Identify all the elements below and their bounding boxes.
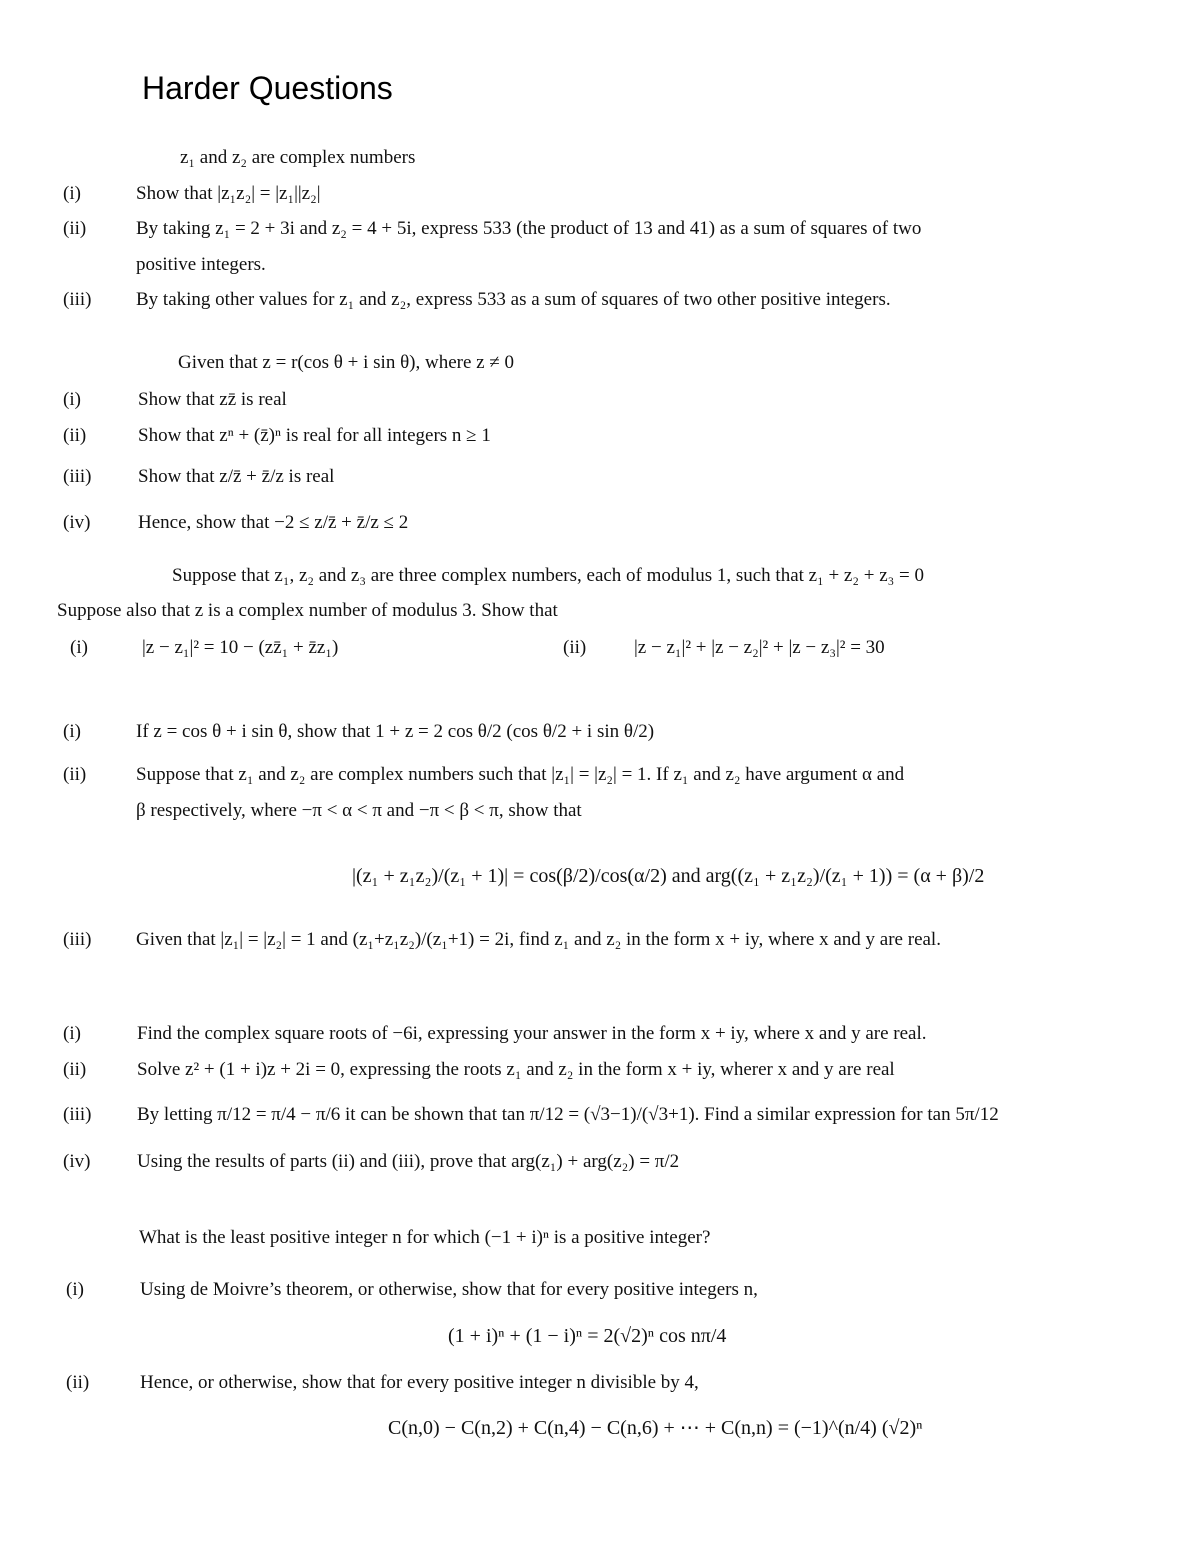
q6-intro: What is the least positive integer n for which (−1 + i)ⁿ is a positive integer? [139, 1227, 711, 1248]
q2-part-number: (iii) [63, 466, 92, 487]
q3-intro-continued: Suppose also that z is a complex number of modulus 3. Show that [57, 600, 558, 621]
q2-part-text: Show that z/z̄ + z̄/z is real [138, 466, 335, 487]
q5-part-number: (i) [63, 1023, 81, 1044]
q4-part-text: Given that |z₁| = |z₂| = 1 and (z₁+z₁z₂)/(z₁+1) = 2i, find z₁ and z₂ in the form x + iy, where x and y are real. [136, 929, 941, 950]
q1-part-text: Show that |z₁z₂| = |z₁||z₂| [136, 183, 321, 204]
q5-part-number: (iii) [63, 1104, 92, 1125]
q1-part-text-continued: positive integers. [136, 254, 266, 275]
q1-part-number: (i) [63, 183, 81, 204]
q5-part-text: By letting π/12 = π/4 − π/6 it can be shown that tan π/12 = (√3−1)/(√3+1). Find a similar expression for tan 5π/12 [137, 1104, 999, 1125]
q3-intro: Suppose that z₁, z₂ and z₃ are three complex numbers, each of modulus 1, such that z₁ + z₂ + z₃ = 0 [172, 565, 924, 586]
q2-part-number: (i) [63, 389, 81, 410]
q2-part-number: (iv) [63, 512, 91, 533]
q4-part-text-continued: β respectively, where −π < α < π and −π < β < π, show that [136, 800, 582, 821]
q2-part-text: Show that zz̄ is real [138, 389, 287, 410]
q6-display-equation: C(n,0) − C(n,2) + C(n,4) − C(n,6) + ⋯ + C(n,n) = (−1)^(n/4) (√2)ⁿ [388, 1417, 923, 1439]
q2-intro: Given that z = r(cos θ + i sin θ), where z ≠ 0 [178, 352, 515, 373]
q1-part-text: By taking z₁ = 2 + 3i and z₂ = 4 + 5i, express 533 (the product of 13 and 41) as a sum of squares of two [136, 218, 922, 239]
q3-part-number: (ii) [563, 637, 587, 658]
q4-part-text: Suppose that z₁ and z₂ are complex numbers such that |z₁| = |z₂| = 1. If z₁ and z₂ have argument α and [136, 764, 905, 785]
q5-part-text: Using the results of parts (ii) and (iii), prove that arg(z₁) + arg(z₂) = π/2 [137, 1151, 680, 1172]
page-title: Harder Questions [142, 70, 393, 106]
q3-part-text: |z − z₁|² = 10 − (zz̄₁ + z̄z₁) [142, 637, 339, 658]
q1-part-number: (ii) [63, 218, 87, 239]
q6-part-text: Using de Moivre’s theorem, or otherwise, show that for every positive integers n, [140, 1279, 758, 1300]
q1-part-number: (iii) [63, 289, 92, 310]
q5-part-number: (ii) [63, 1059, 87, 1080]
q2-part-text: Hence, show that −2 ≤ z/z̄ + z̄/z ≤ 2 [138, 512, 409, 533]
q1-intro: z₁ and z₂ are complex numbers [180, 147, 416, 168]
q5-part-text: Solve z² + (1 + i)z + 2i = 0, expressing the roots z₁ and z₂ in the form x + iy, wherer x and y are real [137, 1059, 895, 1080]
q4-display-equation: |(z₁ + z₁z₂)/(z₁ + 1)| = cos(β/2)/cos(α/2) and arg((z₁ + z₁z₂)/(z₁ + 1)) = (α + β)/2 [352, 865, 985, 887]
q4-part-text: If z = cos θ + i sin θ, show that 1 + z = 2 cos θ/2 (cos θ/2 + i sin θ/2) [136, 721, 655, 742]
q2-part-number: (ii) [63, 425, 87, 446]
q6-part-number: (i) [66, 1279, 84, 1300]
q5-part-number: (iv) [63, 1151, 91, 1172]
q1-part-text: By taking other values for z₁ and z₂, express 533 as a sum of squares of two other positive integers. [136, 289, 891, 310]
q3-part-text: |z − z₁|² + |z − z₂|² + |z − z₃|² = 30 [634, 637, 885, 658]
q6-display-equation: (1 + i)ⁿ + (1 − i)ⁿ = 2(√2)ⁿ cos nπ/4 [448, 1325, 727, 1347]
q4-part-number: (i) [63, 721, 81, 742]
q4-part-number: (iii) [63, 929, 92, 950]
q6-part-text: Hence, or otherwise, show that for every positive integer n divisible by 4, [140, 1372, 699, 1393]
q4-part-number: (ii) [63, 764, 87, 785]
q6-part-number: (ii) [66, 1372, 90, 1393]
q2-part-text: Show that zⁿ + (z̄)ⁿ is real for all integers n ≥ 1 [138, 425, 491, 446]
q3-part-number: (i) [70, 637, 88, 658]
q5-part-text: Find the complex square roots of −6i, expressing your answer in the form x + iy, where x and y are real. [137, 1023, 927, 1044]
